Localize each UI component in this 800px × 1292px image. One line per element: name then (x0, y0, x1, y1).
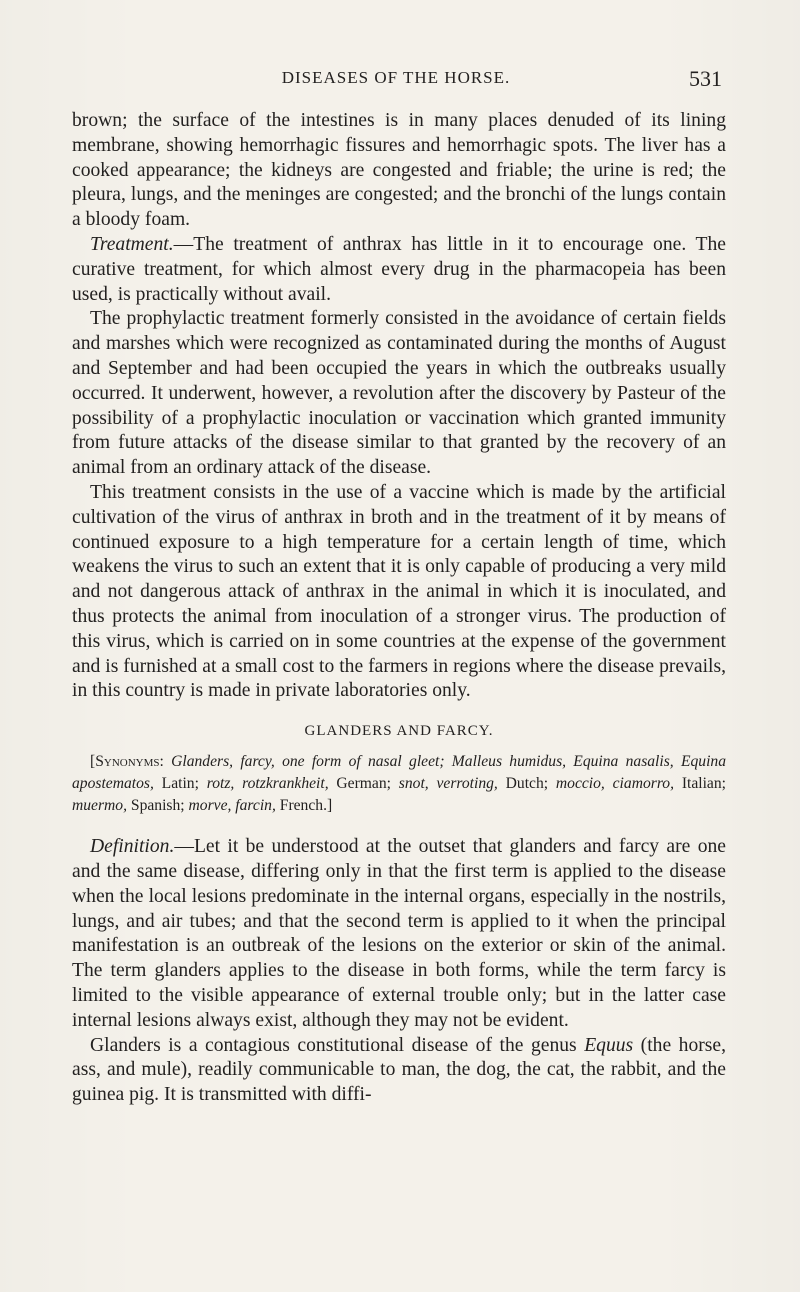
synonyms-open-bracket: [ (90, 753, 96, 771)
running-head (70, 68, 722, 98)
treatment-label: Treatment. (90, 233, 174, 255)
synonyms-italian-terms: moccio, ciamorro, (555, 775, 675, 793)
synonyms-italian-label: Italian; (674, 775, 726, 793)
paragraph-glanders-genus (72, 1034, 726, 1108)
synonyms-latin-label: Latin; (153, 775, 207, 793)
synonyms-spanish-terms: muermo, (72, 797, 128, 815)
page-body (72, 109, 726, 1108)
synonyms-german-terms: rotz, rotzkrankheit, (206, 775, 329, 793)
paragraph-definition (72, 835, 726, 1033)
genus-name: Equus (584, 1034, 634, 1056)
synonyms-latin-terms: Glanders, farcy, one form of nasal gleet; Malleus humidus, Equina nasalis, Equina apostematos, (72, 753, 727, 793)
synonyms-dutch-label: Dutch; (497, 775, 556, 793)
section-heading: GLANDERS AND FARCY. (304, 723, 494, 740)
synonyms-dutch-terms: snot, verroting, (398, 775, 498, 793)
genus-text-end: (the horse, ass, and mule), readily communicable to man, the dog, the cat, the rabbit, and the guinea pig. It is transmitted with diffi- (72, 1034, 726, 1106)
page-number: 531 (689, 66, 722, 91)
definition-text: —Let it be understood at the outset that glanders and farcy are one and the same disease, differing only in that the first term is applied to the disease when the local lesions predominate in the internal organs, especially in the nostrils, lungs, and air tubes; and that the second term is applied to it when the principal manifestation is an outbreak of the lesions on the exterior or skin of the animal. The term glanders applies to the disease in both forms, while the term farcy is limited to the visible appearance of external trouble only; but in the latter case internal lesions always exist, although they may not be evident. (72, 836, 726, 1031)
synonyms-spanish-label: Spanish; (127, 797, 189, 815)
synonyms-colon: : (159, 753, 172, 771)
treatment-text: —The treatment of anthrax has little in it to encourage one. The curative treatment, for which almost every drug in the pharmacopeia has been used, is practically without avail. (72, 233, 726, 305)
paragraph-anthrax-lesions: brown; the surface of the intestines is in many places denuded of its lining membrane, showing hemorrhagic fissures and hemorrhagic spots. The liver has a cooked appearance; the kidneys are congested and friable; the urine is red; the pleura, lungs, and the meninges are congested; and the bronchi of the lungs contain a bloody foam. (72, 110, 726, 231)
paragraph-vaccine: This treatment consists in the use of a vaccine which is made by the artificial cultivation of the virus of anthrax in broth and in the treatment of it by means of continued exposure to a high temperature for a certain length of time, which weakens the virus to such an extent that it is only capable of producing a very mild and not dangerous attack of anthrax in the animal in which it is inoculated, and thus protects the animal from inoculation of a stronger virus. The production of this virus, which is carried on in some countries at the expense of the government and is furnished at a small cost to the farmers in regions where the disease prevails, in this country is made in private laboratories only. (72, 481, 726, 702)
synonyms-german-label: German; (328, 775, 399, 793)
running-title: DISEASES OF THE HORSE. (281, 68, 511, 87)
synonyms-paragraph (72, 751, 726, 817)
definition-label: Definition. (90, 836, 175, 858)
genus-text-start: Glanders is a contagious constitutional disease of the genus (90, 1034, 585, 1056)
synonyms-french-label: French.] (275, 797, 333, 815)
synonyms-label: Synonyms (95, 753, 160, 771)
paragraph-prophylactic: The prophylactic treatment formerly consisted in the avoidance of certain fields and marshes which were recognized as contaminated during the months of August and September and had been occupied the years in which the outbreaks usually occurred. It underwent, however, a revolution after the discovery by Pasteur of the possibility of a prophylactic inoculation or vaccination which granted immunity from future attacks of the disease similar to that granted by the recovery of an animal from an ordinary attack of the disease. (72, 308, 726, 479)
synonyms-french-terms: morve, farcin, (188, 797, 276, 815)
paragraph-treatment (72, 233, 726, 307)
